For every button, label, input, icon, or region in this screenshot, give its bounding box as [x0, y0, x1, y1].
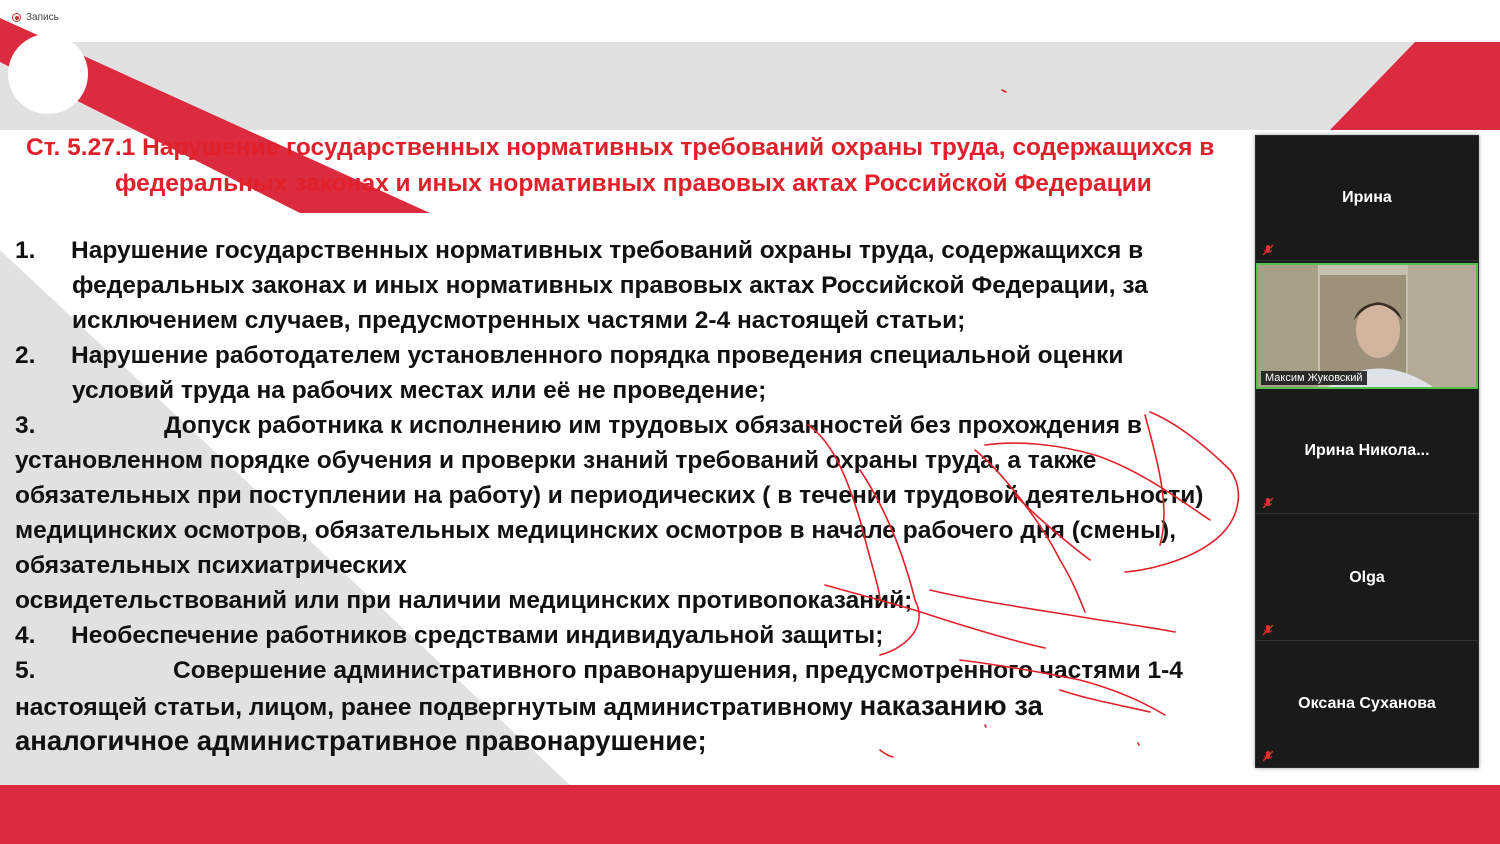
- participant-name: Оксана Суханова: [1298, 695, 1436, 712]
- item-number: 4.: [15, 622, 36, 649]
- recording-indicator[interactable]: [12, 12, 59, 23]
- participant-tile[interactable]: [1256, 389, 1478, 514]
- item-2-line-2: условий труда на рабочих местах или её не проведение;: [72, 377, 767, 404]
- microphone-muted-icon: [1262, 624, 1274, 636]
- item-5-line-2: [0, 688, 1255, 723]
- item-2-line-1: [0, 338, 1255, 373]
- title-line-1: Ст. 5.27.1 Нарушение государственных нормативных требований охраны труда, содержащихся в: [26, 134, 1215, 161]
- item-5-line-1: [0, 653, 1255, 688]
- item-3-line-5: обязательных психиатрических: [15, 552, 407, 579]
- slide-body: [0, 233, 1255, 758]
- item-text-large: наказанию за: [859, 690, 1043, 721]
- microphone-muted-icon: [1262, 497, 1274, 509]
- participant-name: Максим Жуковский: [1261, 371, 1367, 385]
- item-text: Необеспечение работников средствами индивидуальной защиты;: [71, 622, 884, 649]
- microphone-muted-icon: [1262, 750, 1274, 762]
- participant-tile[interactable]: [1256, 136, 1478, 261]
- participant-video-tile[interactable]: [1256, 263, 1478, 389]
- participant-video: [1258, 265, 1476, 387]
- item-text: Нарушение работодателем установленного порядка проведения специальной оценки: [71, 342, 1124, 369]
- item-number: 2.: [15, 342, 36, 369]
- item-1-line-2: федеральных законах и иных нормативных правовых актах Российской Федерации, за: [72, 272, 1148, 299]
- item-text: Нарушение государственных нормативных требований охраны труда, содержащихся в: [71, 237, 1144, 264]
- item-number: 1.: [15, 237, 36, 264]
- item-3-line-2: установленном порядке обучения и проверки знаний требований охраны труда, а также: [15, 447, 1097, 474]
- item-3-line-4: медицинских осмотров, обязательных медицинских осмотров в начале рабочего дня (смены),: [15, 517, 1176, 544]
- item-3-line-3: обязательных при поступлении на работу) и периодических ( в течении трудовой деятельности): [15, 482, 1204, 509]
- participant-tile[interactable]: [1256, 516, 1478, 641]
- item-number: 5.: [15, 657, 36, 684]
- item-text: Допуск работника к исполнению им трудовых обязанностей без прохождения в: [164, 412, 1142, 439]
- item-5-line-3: аналогичное административное правонарушение;: [15, 725, 707, 756]
- microphone-muted-icon: [1262, 244, 1274, 256]
- participants-panel: [1255, 135, 1479, 768]
- item-3-line-1: [0, 408, 1255, 443]
- item-text: настоящей статьи, лицом, ранее подвергнутым административному: [15, 694, 860, 721]
- item-text: Совершение административного правонарушения, предусмотренного частями 1-4: [173, 657, 1183, 684]
- host-avatar: [8, 34, 88, 114]
- participant-tile[interactable]: [1256, 642, 1478, 766]
- item-1-line-3: исключением случаев, предусмотренных частями 2-4 настоящей статьи;: [72, 307, 966, 334]
- slide-title: [0, 130, 1255, 202]
- participant-name: Ирина: [1342, 189, 1392, 206]
- participant-name: Olga: [1349, 569, 1385, 586]
- item-4-line-1: [0, 618, 1255, 653]
- recording-label: Запись: [26, 12, 59, 23]
- record-icon: [12, 13, 21, 22]
- item-1-line-1: [0, 233, 1255, 268]
- item-number: 3.: [15, 412, 36, 439]
- title-line-2: федеральных законах и иных нормативных правовых актах Российской Федерации: [115, 170, 1152, 197]
- participant-name: Ирина Никола...: [1304, 442, 1430, 459]
- item-3-line-6: освидетельствований или при наличии медицинских противопоказаний;: [15, 587, 913, 614]
